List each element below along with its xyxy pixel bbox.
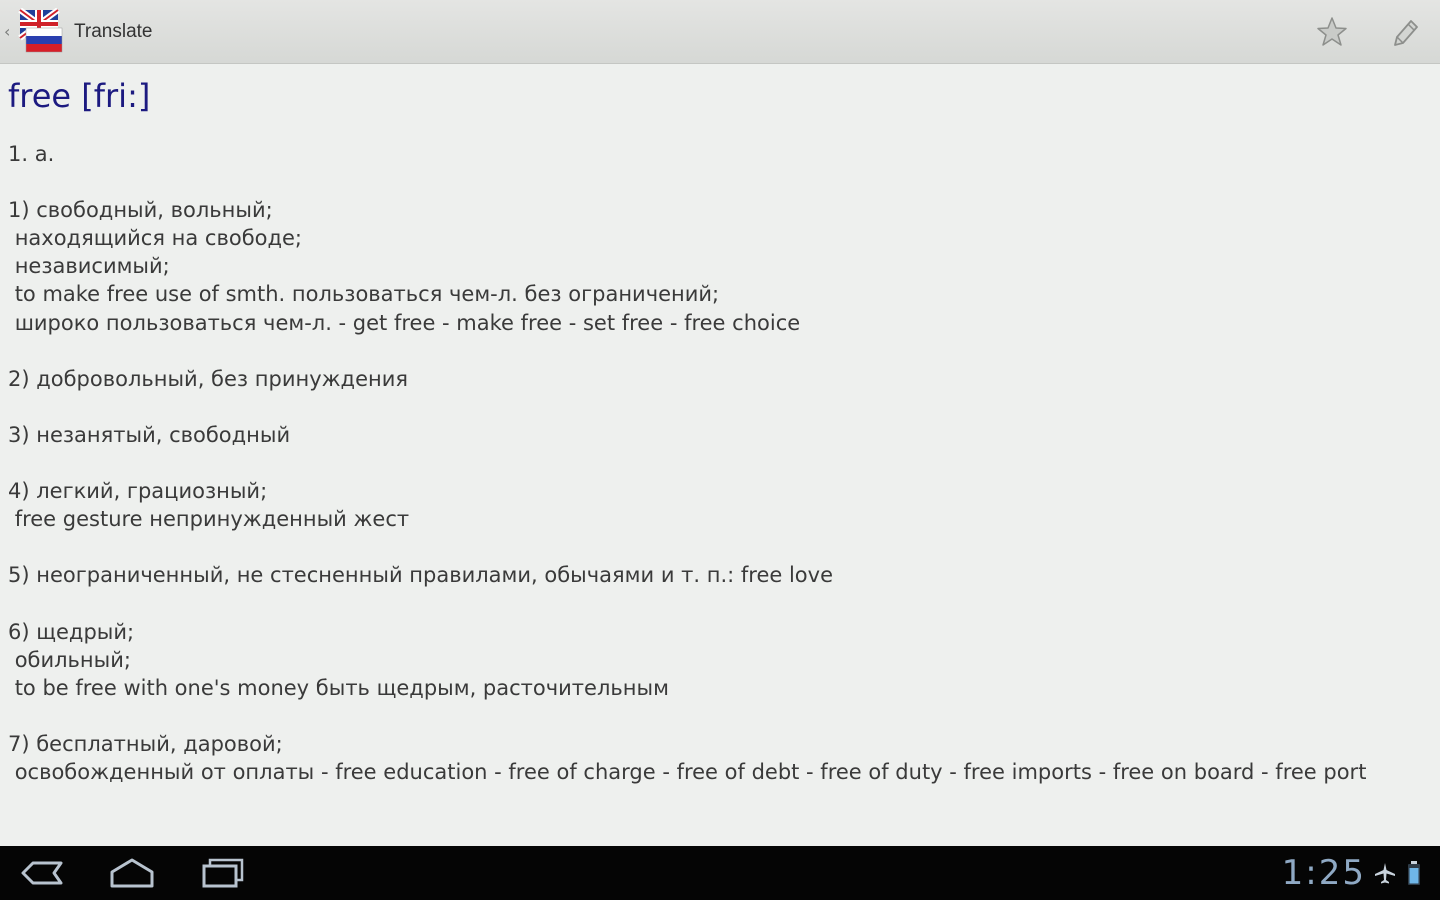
definition-line: 7) бесплатный, даровой; (8, 731, 283, 756)
pencil-icon (1387, 15, 1421, 49)
blank-line (8, 337, 1428, 365)
app-title[interactable]: Translate (74, 21, 153, 42)
back-button[interactable] (12, 856, 72, 890)
definition-line: освобожденный от оплаты - free education - free of charge - free of debt - free of duty - free imports - free on board - free port (8, 760, 1367, 785)
system-bar (0, 846, 1440, 900)
definition-line: 6) щедрый; (8, 619, 135, 644)
clock: 1:25 (1281, 853, 1366, 893)
edit-button[interactable] (1384, 12, 1424, 52)
definition-line: 2) добровольный, без принуждения (8, 366, 409, 391)
favorite-button[interactable] (1312, 12, 1352, 52)
definition-line: 1. a. (8, 142, 55, 166)
blank-line (8, 590, 1428, 618)
definition-line: to be free with one's money быть щедрым, расточительным (8, 675, 669, 700)
blank-line (8, 449, 1428, 477)
action-bar (0, 0, 1440, 64)
home-icon (108, 857, 156, 889)
definition-line: 5) неограниченный, не стесненный правилами, обычаями и т. п.: free love (8, 563, 833, 588)
back-icon (19, 858, 65, 888)
definition-line: to make free use of smth. пользоваться чем-л. без ограничений; (8, 282, 720, 307)
definition-body (8, 140, 1428, 786)
definition-line: 3) незанятый, свободный (8, 422, 291, 447)
home-button[interactable] (102, 856, 162, 890)
battery-icon (1402, 860, 1426, 886)
blank-line (8, 533, 1428, 561)
definition-line: 1) свободный, вольный; (8, 198, 273, 223)
translation-content[interactable] (0, 64, 1440, 846)
recent-apps-button[interactable] (192, 856, 252, 890)
definition-line: независимый; (8, 254, 170, 279)
definition-line: обильный; (8, 647, 131, 672)
definition-line: 4) легкий, грациозный; (8, 479, 268, 504)
recent-apps-icon (198, 857, 246, 889)
blank-line (8, 393, 1428, 421)
definition-line: free gesture непринужденный жест (8, 507, 410, 532)
star-icon (1315, 15, 1349, 49)
blank-line (8, 168, 1428, 196)
airplane-icon (1373, 860, 1397, 886)
chevron-left-icon[interactable]: ‹ (4, 22, 11, 41)
headword: free [fri:] (8, 77, 151, 115)
definition-line: широко пользоваться чем-л. - get free - make free - set free - free choice (8, 310, 801, 335)
definition-line: находящийся на свободе; (8, 226, 303, 251)
blank-line (8, 702, 1428, 730)
uk-russia-flag-icon[interactable] (18, 8, 64, 54)
